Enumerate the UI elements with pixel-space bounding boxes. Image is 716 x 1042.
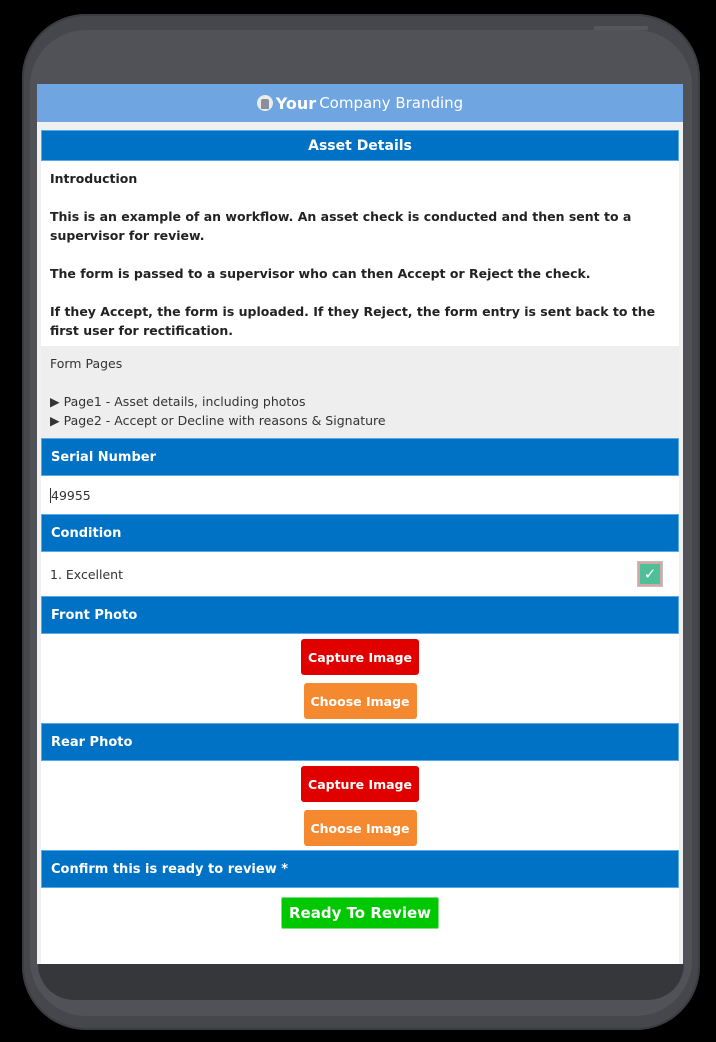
front-capture-image-button[interactable]: Capture Image	[301, 639, 419, 675]
intro-paragraph: The form is passed to a supervisor who can then Accept or Reject the check.	[50, 266, 591, 281]
introduction-block	[41, 161, 679, 346]
condition-checkbox[interactable]	[638, 562, 662, 586]
intro-paragraph: If they Accept, the form is uploaded. If they Reject, the form entry is sent back to the first user for rectification.	[50, 304, 656, 338]
form-pages-block	[41, 346, 679, 438]
branding-strong-text: Your	[275, 93, 317, 113]
branding-text: Company Branding	[319, 94, 464, 112]
serial-number-row	[41, 476, 679, 514]
form-page-item: ▶ Page1 - Asset details, including photos	[50, 394, 306, 409]
front-photo-header: Front Photo	[41, 596, 679, 634]
rear-capture-image-button[interactable]: Capture Image	[301, 766, 419, 802]
rear-photo-header: Rear Photo	[41, 723, 679, 761]
condition-option-label: 1. Excellent	[50, 566, 123, 582]
serial-number-header: Serial Number	[41, 438, 679, 476]
confirm-actions	[41, 888, 679, 933]
form-container	[37, 122, 683, 964]
device-screen	[37, 84, 683, 964]
rear-photo-actions	[41, 761, 679, 850]
condition-option-row[interactable]	[41, 552, 679, 596]
asset-form	[41, 130, 679, 964]
form-page-item: ▶ Page2 - Accept or Decline with reasons & Signature	[50, 413, 386, 428]
confirm-header: Confirm this is ready to review *	[41, 850, 679, 888]
form-pages-title: Form Pages	[50, 356, 123, 371]
condition-header: Condition	[41, 514, 679, 552]
rear-choose-image-button[interactable]: Choose Image	[304, 810, 417, 846]
app-logo-icon	[257, 95, 273, 111]
ready-to-review-button[interactable]: Ready To Review	[281, 897, 439, 929]
branding-bar	[37, 84, 683, 122]
form-title: Asset Details	[41, 130, 679, 161]
intro-paragraph: This is an example of an workflow. An asset check is conducted and then sent to a supervisor for review.	[50, 209, 632, 243]
intro-heading: Introduction	[50, 171, 138, 186]
front-photo-actions	[41, 634, 679, 723]
serial-number-input[interactable]	[50, 488, 670, 503]
front-choose-image-button[interactable]: Choose Image	[304, 683, 417, 719]
checkmark-icon: ✓	[643, 565, 657, 583]
device-bottom-bezel	[38, 964, 684, 1000]
